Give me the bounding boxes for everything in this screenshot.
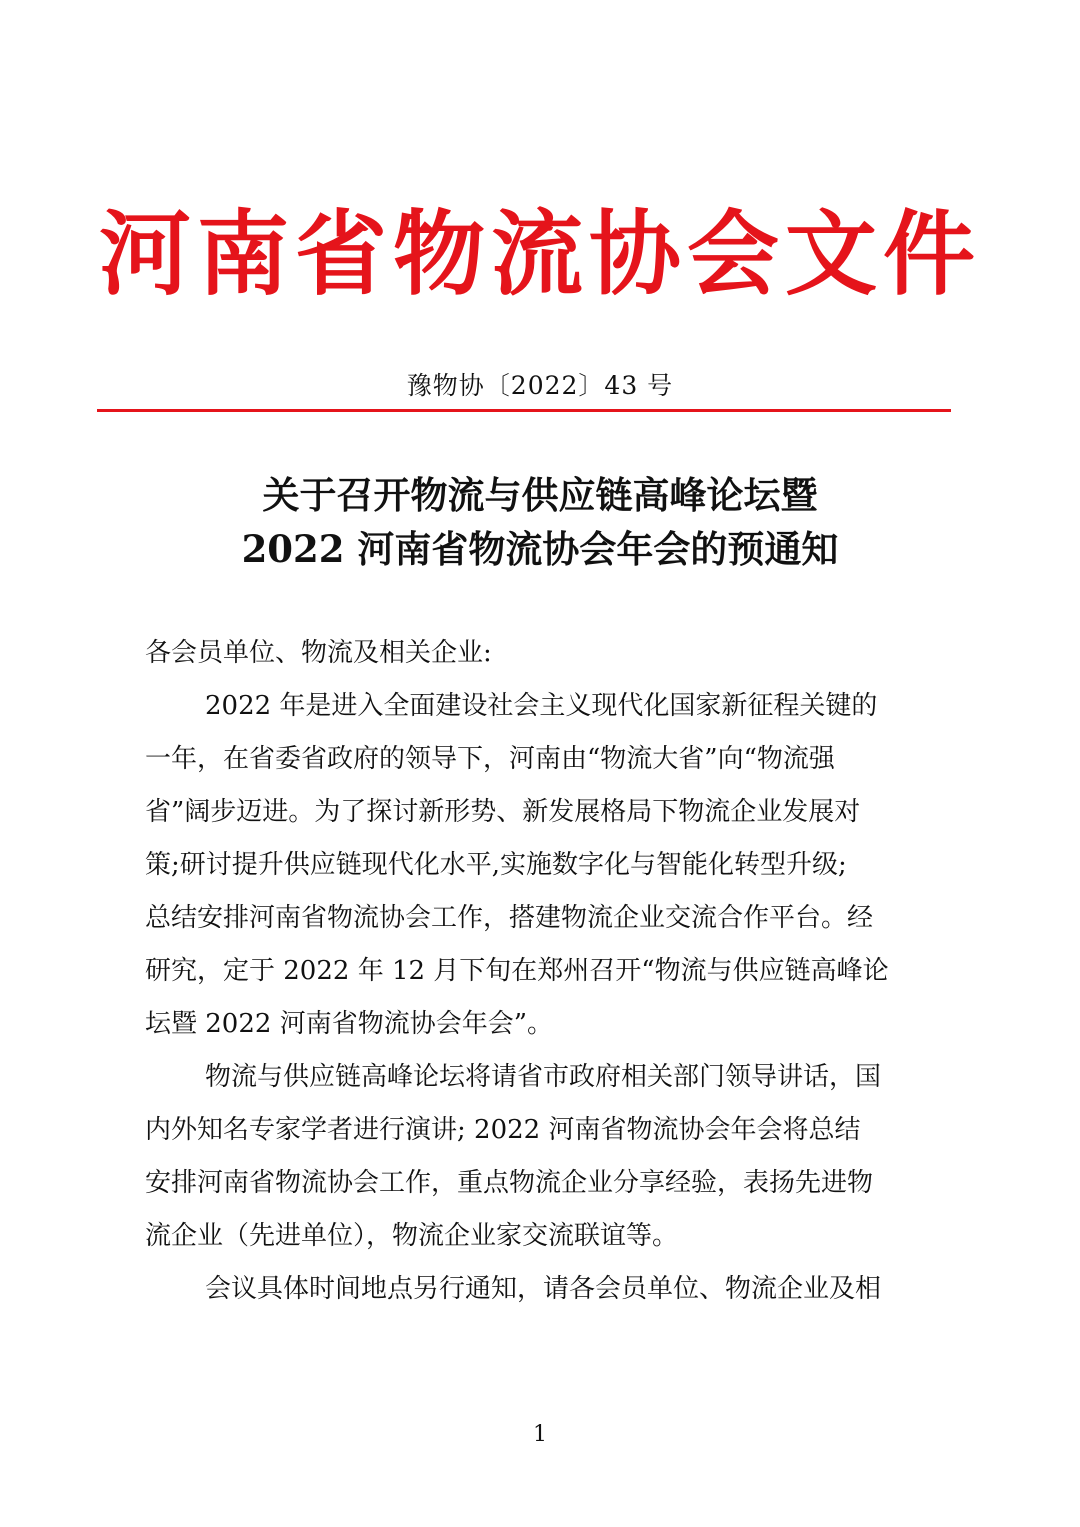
paragraph-line: 会议具体时间地点另行通知，请各会员单位、物流企业及相 <box>205 1274 882 1304</box>
paragraph-line: 2022 年是进入全面建设社会主义现代化国家新征程关键的 <box>205 691 878 721</box>
document-title <box>0 468 1080 576</box>
paragraph-line: 物流与供应链高峰论坛将请省市政府相关部门领导讲话，国 <box>205 1062 882 1092</box>
paragraph-2 <box>145 1051 945 1263</box>
org-file-header: 河南省物流协会文件 <box>98 201 981 308</box>
paragraph-line: 研究，定于 2022 年 12 月下旬在郑州召开“物流与供应链高峰论 <box>145 956 889 986</box>
paragraph-line: 内外知名专家学者进行演讲; 2022 河南省物流协会年会将总结 <box>145 1115 861 1145</box>
paragraph-line: 省”阔步迈进。为了探讨新形势、新发展格局下物流企业发展对 <box>145 797 861 827</box>
paragraph-1 <box>145 680 945 1051</box>
red-divider-line <box>97 409 951 412</box>
document-body <box>145 627 945 1316</box>
paragraph-line: 总结安排河南省物流协会工作，搭建物流企业交流合作平台。经 <box>145 903 874 933</box>
paragraph-line: 安排河南省物流协会工作，重点物流企业分享经验，表扬先进物 <box>145 1168 874 1198</box>
document-title-line-2: 2022 河南省物流协会年会的预通知 <box>241 527 839 571</box>
paragraph-line: 策;研讨提升供应链现代化水平,实施数字化与智能化转型升级; <box>145 850 847 880</box>
paragraph-line: 坛暨 2022 河南省物流协会年会”。 <box>145 1009 553 1039</box>
paragraph-line: 一年，在省委省政府的领导下，河南由“物流大省”向“物流强 <box>145 744 835 774</box>
paragraph-line: 流企业（先进单位），物流企业家交流联谊等。 <box>145 1221 679 1251</box>
page-number: 1 <box>533 1422 547 1447</box>
paragraph-3 <box>145 1263 945 1316</box>
salutation: 各会员单位、物流及相关企业: <box>145 638 492 668</box>
document-number: 豫物协〔2022〕43 号 <box>406 371 674 400</box>
document-title-line-1: 关于召开物流与供应链高峰论坛暨 <box>262 473 818 517</box>
